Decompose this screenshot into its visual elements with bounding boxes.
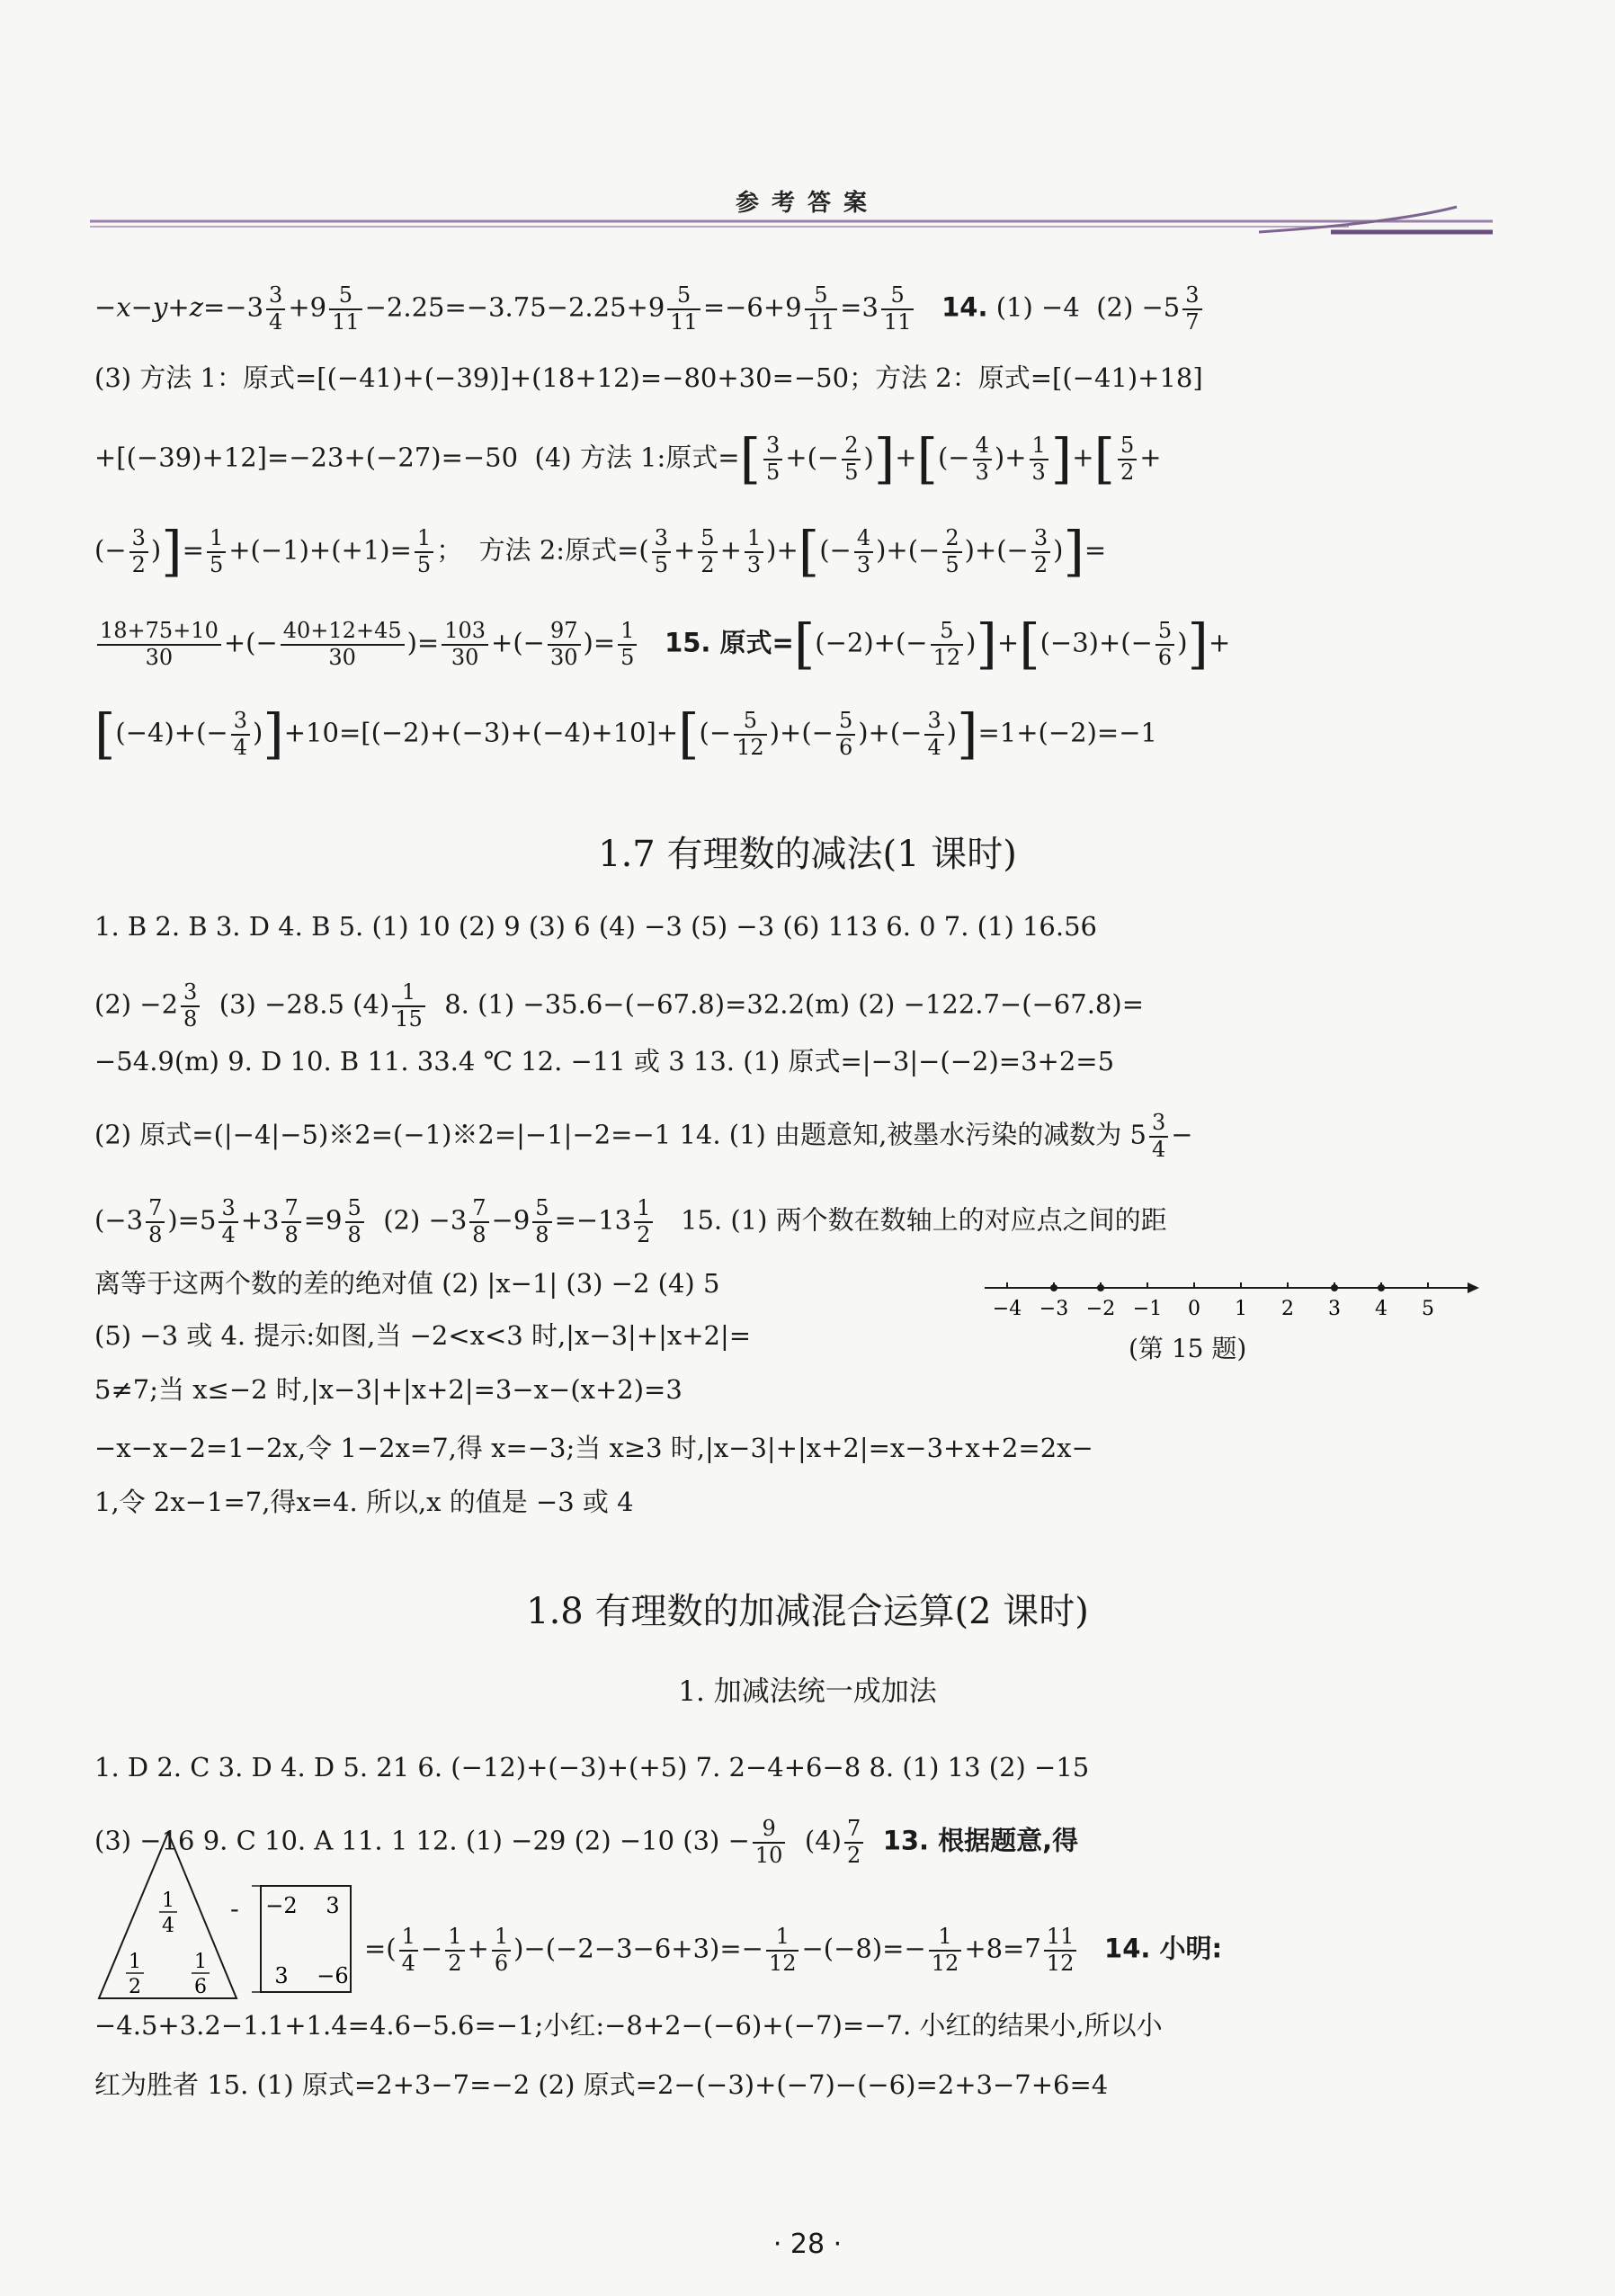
axis-point — [1050, 1284, 1057, 1291]
answer-line: (2) 原式=(|−4|−5)※2=(−1)※2=|−1|−2=−1 14. (1) 由题意知,被墨水污染的减数为 5 $\frac{3}{4}$ − — [94, 1110, 1193, 1162]
answer-line: (2) −2 $\frac{3}{8}$ (3) −28.5 (4) $\frac{1}{15}$ 8. (1) −35.6−(−67.8)=32.2(m) (2) −122.7−(−67.8)= — [94, 979, 1144, 1032]
answer-line: [(−4)+(− $\frac{3}{4}$ )]+10=[(−2)+(−3)+(−4)+10]+[(− $\frac{5}{12}$ )+(− $\frac{5}{6}$ )+(− $\frac{3}{4}$ )]=1+(−2)=−1 — [94, 702, 1157, 766]
answer-text: (4) 方法 1:原式= — [534, 442, 740, 473]
answer-text: 15. (1) 两个数在数轴上的对应点之间的距 — [681, 1204, 1167, 1236]
square-cell: −2 — [265, 1893, 298, 1918]
answer-line: (−3 $\frac{7}{8}$ )=5 $\frac{3}{4}$ +3 $\frac{7}{8}$ =9 $\frac{5}{8}$ (2) −3 $\frac{7}{8}$ −9 $\frac{5}{8}$ =−13 $\frac{1}{2}$ 15. (1) 两个数在数轴上的对应点之间的距 — [94, 1195, 1167, 1247]
answer-line: −x−y+z=−3 $\frac{3}{4}$ +9 $\frac{5}{11}$ −2.25=−3.75−2.25+9 $\frac{5}{11}$ =−6+9 $\frac{5}{11}$ =3 $\frac{5}{11}$ 14. (1) −4 (2) −5 $\frac{3}{7}$ — [94, 283, 1524, 335]
axis-tick-label: 0 — [1188, 1298, 1200, 1320]
answer-text: (3) −28.5 (4) — [219, 988, 390, 1020]
answer-line: $\frac{18+75+10}{30}$ +(− $\frac{40+12+45}{30}$ )= $\frac{103}{30}$ +(− $\frac{97}{30}$ )= $\frac{1}{5}$ 15. 原式=[(−2)+(− $\frac{5}{12}$ )]+[(−3)+(− $\frac{5}{6}$ )]+ — [94, 619, 1524, 670]
square-cell: 3 — [274, 1963, 289, 1988]
figure-caption: (第 15 题) — [1129, 1334, 1247, 1363]
axis-tick-label: 4 — [1375, 1298, 1387, 1320]
axis-point — [1331, 1284, 1338, 1291]
svg-text:6: 6 — [194, 1976, 207, 1998]
axis-tick-label: −3 — [1039, 1298, 1069, 1320]
header-rule — [90, 205, 1493, 241]
subsection-title: 1. 加减法统一成加法 — [678, 1675, 937, 1708]
answer-line: =( $\frac{1}{4}$ − $\frac{1}{2}$ + $\frac{1}{6}$ )−(−2−3−6+3)=− $\frac{1}{12}$ −(−8)=− $\frac{1}{12}$ +8=7 $\frac{11}{12}$ 14. 小明: — [364, 1924, 1223, 1976]
square-cell: 3 — [326, 1893, 340, 1918]
answer-line: 红为胜者 15. (1) 原式=2+3−7=−2 (2) 原式=2−(−3)+(−7)−(−6)=2+3−7+6=4 — [94, 2069, 1109, 2100]
answer-line: 1. D 2. C 3. D 4. D 5. 21 6. (−12)+(−3)+(+5) 7. 2−4+6−8 8. (1) 13 (2) −15 — [94, 1752, 1090, 1782]
answer-text: (2) −2 — [94, 988, 179, 1020]
answer-text: 8. (1) −35.6−(−67.8)=32.2(m) (2) −122.7−(−67.8)= — [444, 988, 1144, 1020]
answer-text: (2) 原式=(|−4|−5)※2=(−1)※2=|−1|−2=−1 14. (1) 由题意知,被墨水污染的减数为 5 — [94, 1119, 1147, 1150]
answer-line: 1. B 2. B 3. D 4. B 5. (1) 10 (2) 9 (3) 6 (4) −3 (5) −3 (6) 113 6. 0 7. (1) 16.56 — [94, 911, 1097, 942]
page-header-title: 参考答案 — [735, 190, 879, 217]
answer-line: 离等于这两个数的差的绝对值 (2) |x−1| (3) −2 (4) 5 — [94, 1268, 720, 1299]
answer-text: 14. 小明: — [1104, 1933, 1223, 1964]
triangle-figure — [94, 1826, 243, 2006]
axis-tick-label: −2 — [1085, 1298, 1116, 1320]
answer-text: 13. 根据题意,得 — [882, 1825, 1079, 1856]
number-line-figure — [980, 1268, 1484, 1331]
axis-tick-label: 1 — [1235, 1298, 1247, 1320]
answer-line: (5) −3 或 4. 提示:如图,当 −2<x<3 时,|x−3|+|x+2|= — [94, 1320, 752, 1351]
axis-tick-label: −4 — [992, 1298, 1022, 1320]
answer-text: +[(−39)+12]=−23+(−27)=−50 — [94, 442, 519, 473]
section-title: 1.7 有理数的减法(1 课时) — [598, 834, 1017, 875]
axis-point — [1097, 1284, 1104, 1291]
answer-line: −x−x−2=1−2x,令 1−2x=7,得 x=−3;当 x≥3 时,|x−3|+|x+2|=x−3+x+2=2x− — [94, 1433, 1093, 1463]
section-title: 1.8 有理数的加减混合运算(2 课时) — [526, 1591, 1089, 1632]
minus-sign: - — [230, 1893, 239, 1924]
answer-line: (3) −16 9. C 10. A 11. 1 12. (1) −29 (2) −10 (3) − $\frac{9}{10}$ (4) $\frac{7}{2}$ 13. 根据题意,得 — [94, 1816, 1079, 1868]
fraction-numerator: 18+75+10 — [97, 619, 221, 646]
answer-line: 5≠7;当 x≤−2 时,|x−3|+|x+2|=3−x−(x+2)=3 — [94, 1374, 683, 1405]
square-cell: −6 — [317, 1963, 349, 1988]
answer-line: −54.9(m) 9. D 10. B 11. 33.4 ℃ 12. −11 或 3 13. (1) 原式=|−3|−(−2)=3+2=5 — [94, 1046, 1115, 1077]
arrow-right-icon — [1468, 1282, 1479, 1293]
square-figure — [247, 1884, 355, 1997]
question-number: 15. 原式= — [665, 627, 794, 658]
answer-line: 1,令 2x−1=7,得x=4. 所以,x 的值是 −3 或 4 — [94, 1487, 634, 1517]
svg-text:4: 4 — [162, 1915, 174, 1937]
axis-tick-label: 3 — [1328, 1298, 1341, 1320]
triangle-right-value: 1 — [194, 1951, 207, 1973]
axis-tick-label: 5 — [1422, 1298, 1434, 1320]
triangle-top-value: 1 — [162, 1890, 174, 1912]
axis-point — [1378, 1284, 1385, 1291]
answer-line: (− $\frac{3}{2}$ )]= $\frac{1}{5}$ +(−1)+(+1)= $\frac{1}{5}$ ； 方法 2:原式=( $\frac{3}{5}$ + $\frac{5}{2}$ + $\frac{1}{3}$ )+[(− $\frac{4}{3}$ )+(− $\frac{2}{5}$ )+(− $\frac{3}{2}$ )]= — [94, 520, 1107, 584]
answer-text: (4) — [804, 1825, 842, 1856]
answer-text: (3) −16 9. C 10. A 11. 1 12. (1) −29 (2) −10 (3) − — [94, 1825, 750, 1856]
answer-line: +[(−39)+12]=−23+(−27)=−50 (4) 方法 1:原式=[ $\frac{3}{5}$ +(− $\frac{2}{5}$ )]+[(− $\frac{4}{3}$ )+ $\frac{1}{3}$ ]+[ $\frac{5}{2}$ + — [94, 427, 1162, 491]
page-number: · 28 · — [772, 2229, 843, 2260]
axis-tick-label: 2 — [1281, 1298, 1294, 1320]
triangle-left-value: 1 — [129, 1951, 141, 1973]
answer-line: (3) 方法 1：原式=[(−41)+(−39)]+(18+12)=−80+30=−50；方法 2：原式=[(−41)+18] — [94, 362, 1203, 393]
answer-line: −4.5+3.2−1.1+1.4=4.6−5.6=−1;小红:−8+2−(−6)+(−7)=−7. 小红的结果小,所以小 — [94, 2010, 1163, 2041]
svg-text:2: 2 — [129, 1976, 141, 1998]
axis-tick-label: −1 — [1132, 1298, 1163, 1320]
